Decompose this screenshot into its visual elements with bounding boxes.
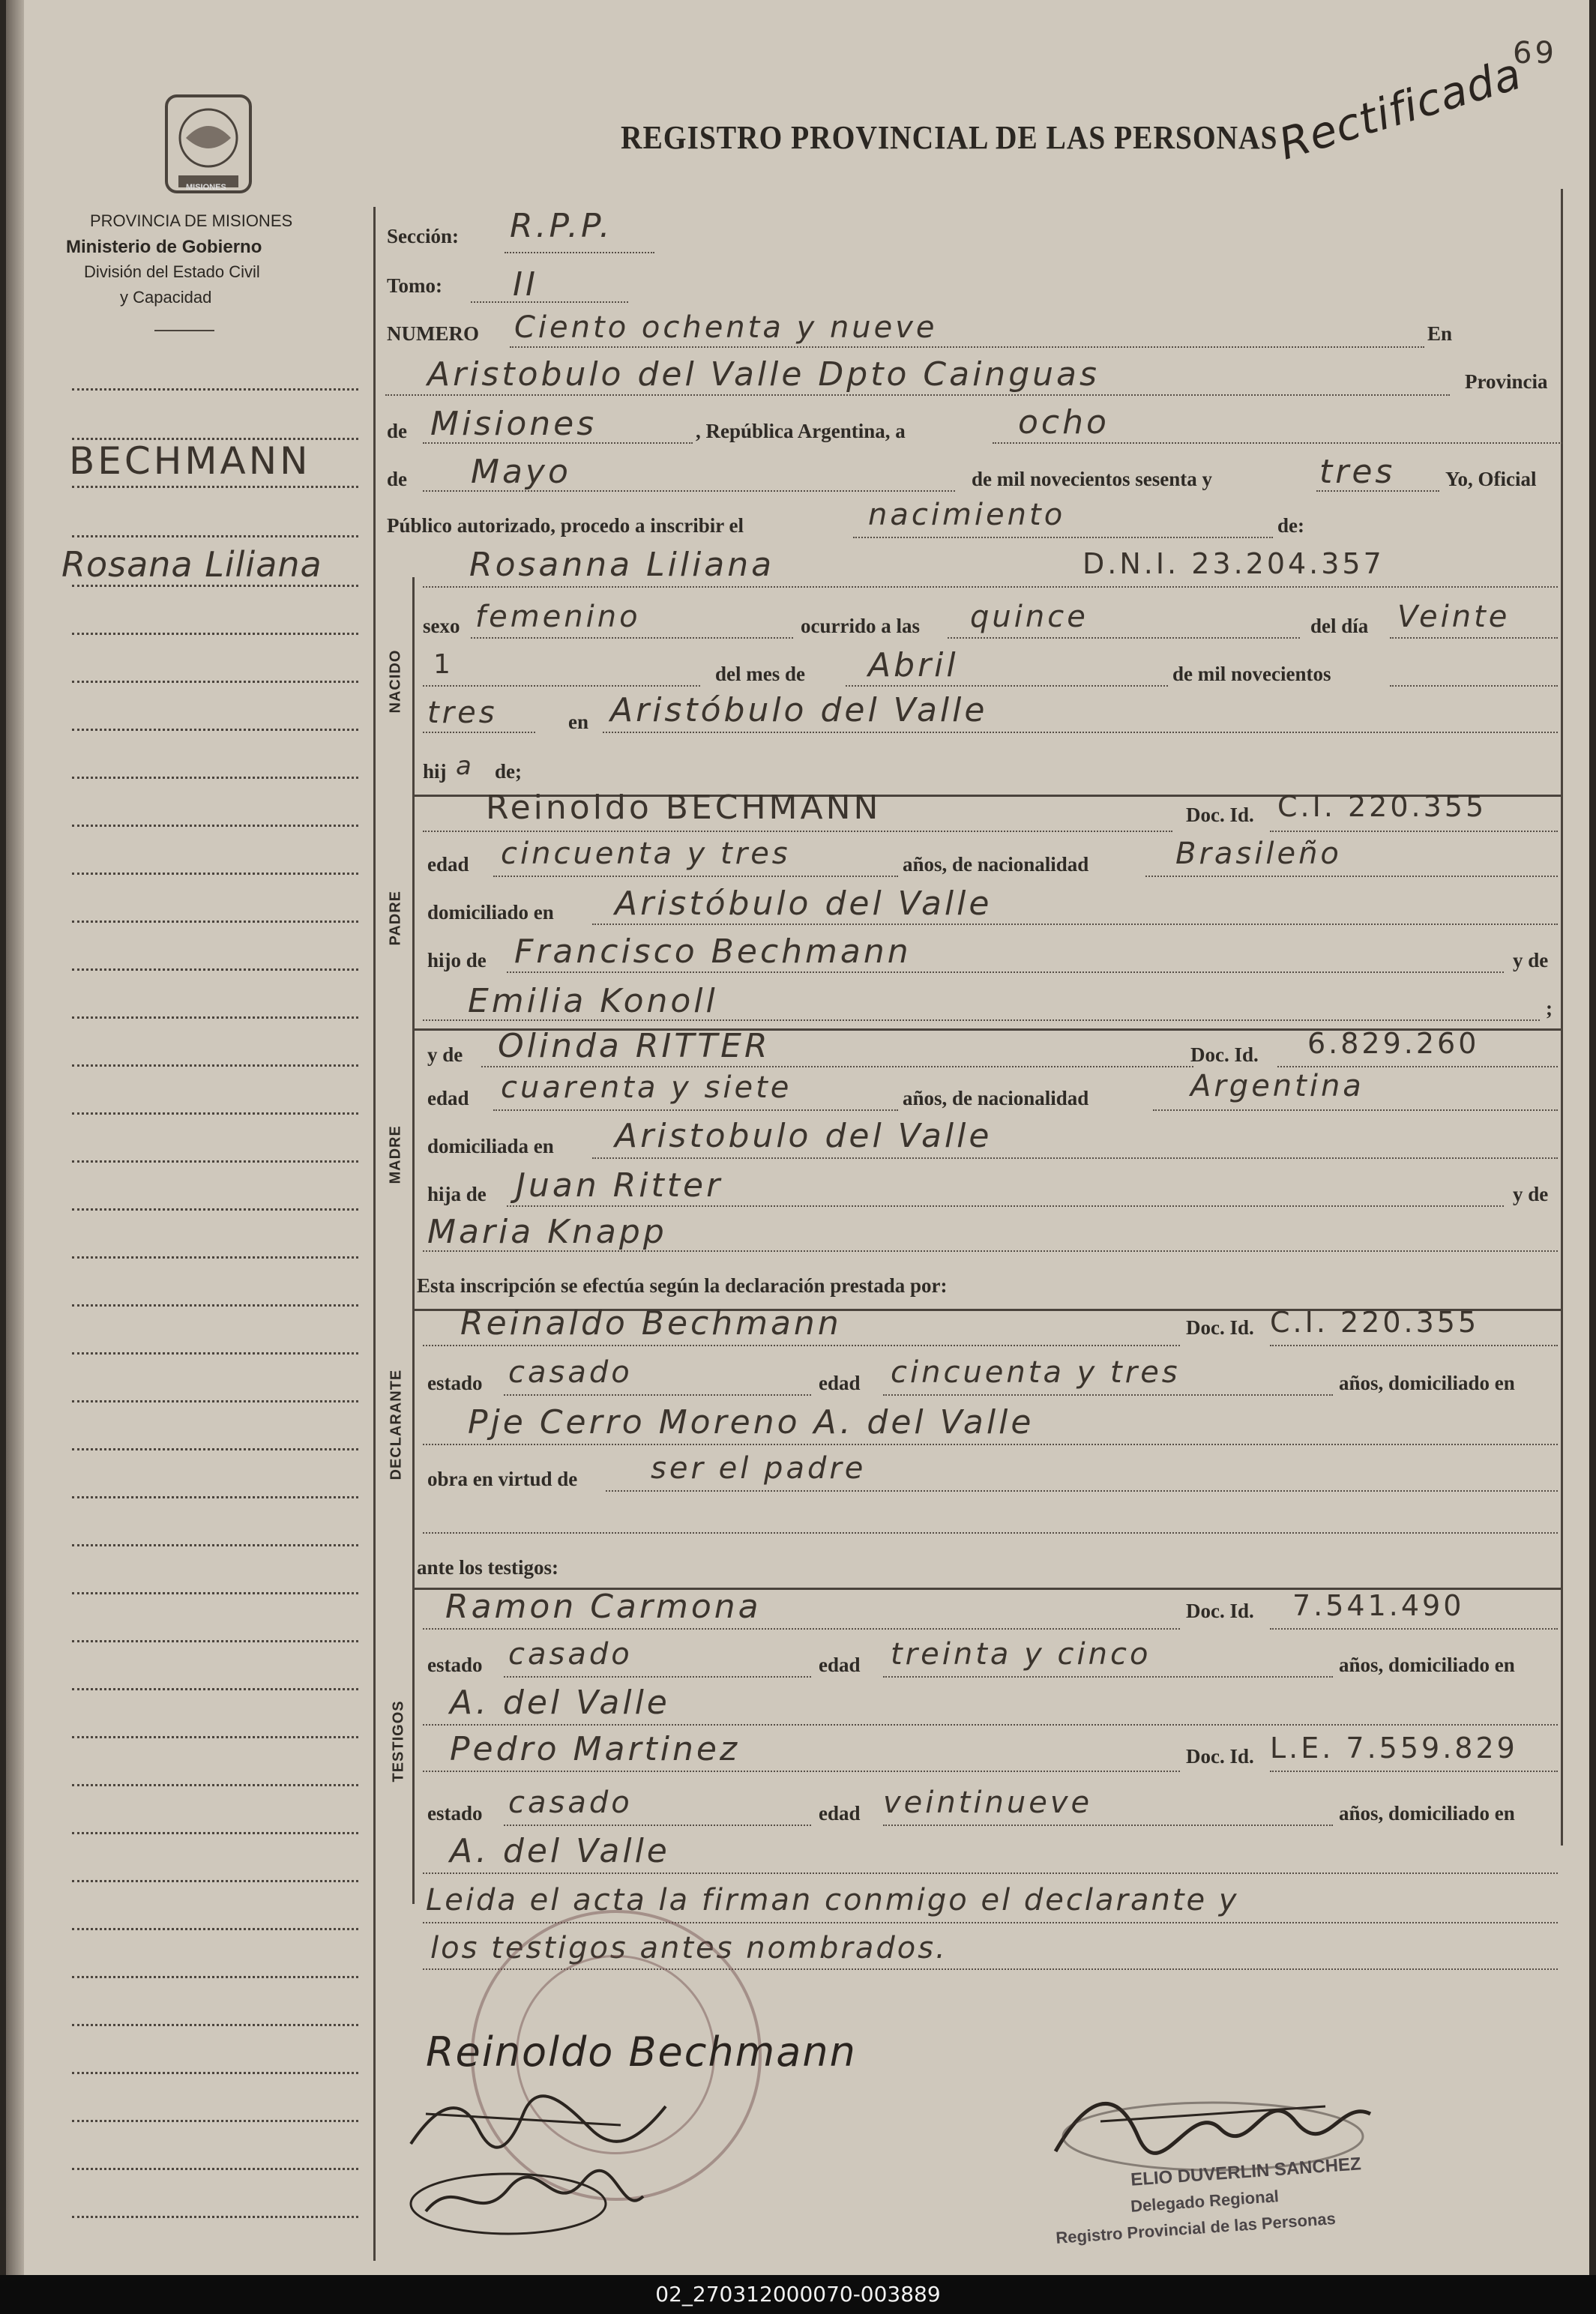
value-lugar: Aristobulo del Valle Dpto Cainguas [427,355,1100,394]
value-padre-edad: cincuenta y tres [501,837,791,871]
value-tomo: II [513,265,538,304]
value-padre-doc: C.I. 220.355 [1277,790,1487,823]
sidebar-heading-rule [154,330,214,331]
value-testigo2-edad: veintinueve [883,1786,1093,1820]
value-padre-madre: Emilia Konoll [468,982,718,1020]
label-padre-nacionalidad: años, de nacionalidad [903,853,1089,876]
label-padre-edad: edad [427,853,469,876]
left-frame-line [373,207,376,2261]
value-mes: Mayo [471,453,571,491]
sidebar-line2: Ministerio de Gobierno [66,237,262,257]
page-number: 69 [1513,36,1557,70]
label-testigo2-estado: estado [427,1802,483,1825]
label-madre-edad: edad [427,1087,469,1109]
value-hora: quince [970,600,1088,634]
value-acto: nacimiento [868,498,1066,532]
label-padre-doc: Doc. Id. [1186,804,1254,826]
label-testigo2-domiciliado: años, domiciliado en [1339,1802,1515,1825]
value-testigo1-edad: treinta y cinco [891,1637,1151,1672]
label-madre-nacionalidad: años, de nacionalidad [903,1087,1089,1109]
label-testigo1-estado: estado [427,1654,483,1676]
document-title: REGISTRO PROVINCIAL DE LAS PERSONAS [621,119,1278,156]
label-ocurrido: ocurrido a las [801,615,920,637]
value-hij-suffix: a [456,751,475,781]
sidebar-line4: y Capacidad [120,288,212,307]
value-dni: D.N.I. 23.204.357 [1082,547,1385,580]
label-declarante-edad: edad [819,1372,861,1394]
label-del-mes: del mes de [715,663,805,685]
value-declarante-nombre: Reinaldo Bechmann [460,1304,842,1343]
value-padre-nacionalidad: Brasileño [1175,837,1342,871]
label-testigo2-edad: edad [819,1802,861,1825]
label-de-semicolon: de; [495,760,522,783]
section-label-testigos: TESTIGOS [390,1700,407,1783]
label-en-lower: en [568,711,588,733]
label-padre-domicilio: domiciliado en [427,901,554,924]
label-hijo-de: hijo de [427,949,487,971]
rectificada-stamp: Rectificada [1273,47,1528,170]
right-frame-line [1561,189,1563,1846]
emblem-text: MISIONES [186,183,226,192]
value-padre-domicilio: Aristóbulo del Valle [615,885,993,923]
official-stamp-name: ELIO DUVERLIN SANCHEZ [1130,2154,1362,2190]
value-testigo1-doc: 7.541.490 [1292,1589,1465,1622]
value-dia: ocho [1018,403,1109,442]
label-de-mil: de mil novecientos [1172,663,1331,685]
label-madre-doc: Doc. Id. [1190,1043,1259,1066]
label-testigo1-doc: Doc. Id. [1186,1600,1254,1622]
label-mil-novecientos: de mil novecientos sesenta y [972,468,1212,490]
label-declarante-doc: Doc. Id. [1186,1316,1254,1339]
value-testigo1-estado: casado [508,1637,633,1672]
label-hija-de: hija de [427,1183,487,1205]
value-mes-nac: Abril [868,646,959,684]
label-de-colon: de: [1277,514,1304,537]
certificate-page [6,0,1589,2275]
declarant-signature: Reinoldo Bechmann [426,2028,857,2076]
official-stamp-title: Delegado Regional [1130,2187,1280,2216]
label-publico: Público autorizado, procedo a inscribir el [387,514,744,537]
section-label-padre: PADRE [387,890,404,946]
sidebar-line3: División del Estado Civil [84,262,260,281]
witness1-signature [396,2084,681,2166]
section-inner-line [412,577,415,1904]
value-padre-nombre: Reinoldo BECHMANN [486,789,882,827]
label-testigo2-doc: Doc. Id. [1186,1745,1254,1768]
value-sexo: femenino [475,600,641,634]
label-madre-domicilio: domiciliada en [427,1135,554,1157]
value-madre-madre: Maria Knapp [427,1213,667,1251]
value-testigo1-nombre: Ramon Carmona [445,1588,762,1626]
value-nombre: Rosanna Liliana [469,546,775,584]
value-madre-domicilio: Aristobulo del Valle [615,1117,993,1155]
value-provincia: Misiones [430,405,597,443]
label-en: En [1427,322,1453,345]
value-declarante-edad: cincuenta y tres [891,1355,1181,1390]
binding-edge [6,0,24,2275]
value-madre-nacionalidad: Argentina [1190,1069,1364,1103]
value-testigo2-nombre: Pedro Martinez [450,1730,741,1768]
witness2-signature [396,2159,666,2249]
label-declarante-estado: estado [427,1372,483,1394]
value-madre-edad: cuarenta y siete [501,1070,792,1105]
label-de: de [387,420,407,442]
label-ante-testigos: ante los testigos: [417,1556,558,1579]
label-obra: obra en virtud de [427,1468,578,1490]
label-testigo1-domiciliado: años, domiciliado en [1339,1654,1515,1676]
closing-line-2: los testigos antes nombrados. [430,1931,948,1965]
value-lugar-nac: Aristóbulo del Valle [610,691,988,729]
label-declarante-domiciliado: años, domiciliado en [1339,1372,1515,1394]
value-testigo2-domicilio: A. del Valle [450,1832,670,1870]
label-hij: hij [423,760,447,783]
value-dia-nac2: 1 [433,649,454,680]
value-declarante-estado: casado [508,1355,633,1390]
value-padre-padre: Francisco Bechmann [514,932,912,971]
label-padre-y-de: y de [1513,949,1549,971]
section-label-madre: MADRE [387,1125,404,1184]
sidebar-given-names: Rosana Liliana [61,544,322,585]
section-label-nacido: NACIDO [387,649,404,714]
value-declarante-obra: ser el padre [651,1451,867,1486]
label-madre-y-de: y de [1513,1183,1549,1205]
label-semicolon: ; [1546,997,1553,1019]
scan-file-id: 02_270312000070-003889 [0,2275,1596,2314]
value-anio-nac: tres [427,696,498,730]
official-stamp-office: Registro Provincial de las Personas [1055,2208,1337,2248]
value-anio: tres [1319,453,1396,491]
label-republica: , República Argentina, a [696,420,906,442]
sidebar-surname: BECHMANN [69,439,311,483]
label-numero: NUMERO [387,322,479,345]
value-madre-nombre: Olinda RITTER [498,1027,771,1065]
value-testigo2-estado: casado [508,1786,633,1820]
sidebar-line1: PROVINCIA DE MISIONES [90,211,293,230]
closing-line-1: Leida el acta la firman conmigo el declarante y [426,1883,1239,1917]
label-yo-oficial: Yo, Oficial [1445,468,1537,490]
value-seccion: R.P.P. [510,207,613,245]
value-dia-nac: Veinte [1397,600,1511,634]
label-provincia: Provincia [1465,370,1548,393]
label-del-dia: del día [1310,615,1369,637]
value-testigo2-doc: L.E. 7.559.829 [1270,1732,1518,1765]
value-madre-padre: Juan Ritter [516,1166,723,1205]
label-inscripcion: Esta inscripción se efectúa según la declaración prestada por: [417,1274,948,1297]
section-label-declarante: DECLARANTE [388,1369,405,1480]
label-sexo: sexo [423,615,460,637]
label-de-mes: de [387,468,407,490]
value-declarante-doc: C.I. 220.355 [1270,1306,1480,1339]
label-seccion: Sección: [387,225,459,247]
label-tomo: Tomo: [387,274,443,297]
value-testigo1-domicilio: A. del Valle [450,1684,670,1722]
value-numero: Ciento ochenta y nueve [514,310,938,345]
label-y-de-madre: y de [427,1043,463,1066]
value-madre-doc: 6.829.260 [1307,1027,1480,1060]
label-testigo1-edad: edad [819,1654,861,1676]
value-declarante-domicilio: Pje Cerro Moreno A. del Valle [468,1403,1035,1441]
